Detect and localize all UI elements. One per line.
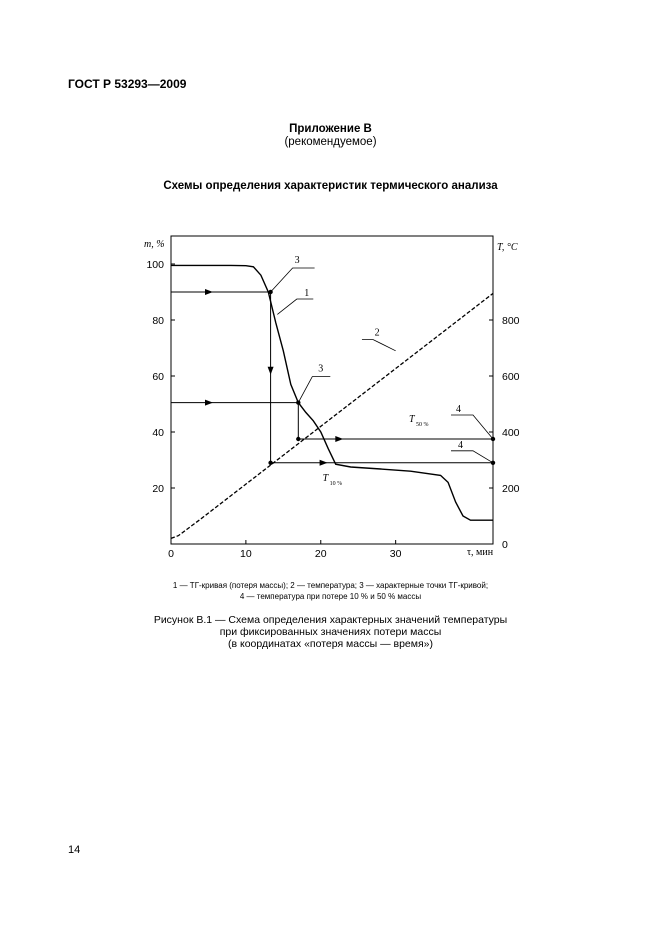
label-4-upper-leader [451, 415, 493, 439]
label-3-upper: 3 [294, 255, 300, 266]
y-left-tick-label: 40 [152, 427, 164, 439]
legend-line-2: 4 — температура при потере 10 % и 50 % массы [239, 592, 422, 601]
section-title: Схемы определения характеристик термического анализа [163, 180, 498, 192]
construction-lines [171, 289, 495, 466]
label-2-leader [362, 340, 396, 351]
y-left-tick-label: 60 [152, 371, 164, 383]
y-left-tick-label: 20 [152, 483, 164, 495]
arrow-right-marker [205, 400, 213, 406]
label-1-leader [277, 299, 313, 314]
x-tick-label: 10 [240, 548, 252, 560]
figure-caption-line-3: (в координатах «потеря массы — время») [227, 638, 433, 650]
y-left-tick-label: 80 [152, 315, 164, 327]
y-left-tick-label: 100 [146, 259, 164, 271]
figure-caption-line-1: Рисунок В.1 — Схема определения характерных значений температуры [153, 614, 508, 626]
y-right-tick-label: 400 [502, 427, 520, 439]
plot-frame [171, 236, 493, 544]
arrow-right-marker [320, 460, 328, 466]
y-right-axis-label: T, °C [497, 242, 518, 253]
label-4-lower: 4 [458, 439, 463, 451]
label-3-lower: 3 [318, 363, 324, 375]
axis-tick-labels [146, 259, 519, 560]
y-left-axis-label: m, % [144, 239, 165, 250]
y-right-tick-label: 0 [502, 539, 508, 551]
arrow-right-marker [335, 436, 343, 442]
label-1: 1 [304, 288, 310, 300]
axis-ticks [171, 264, 493, 544]
label-4-lower-leader [451, 451, 493, 463]
temperature-intersection-point [296, 437, 300, 441]
page-number: 14 [68, 844, 81, 856]
legend-line-1: 1 — ТГ-кривая (потеря массы); 2 — температура; 3 — характерные точки ТГ-кривой; [172, 581, 489, 590]
label-3-lower-leader [298, 377, 330, 403]
temperature-series-line [171, 293, 493, 538]
figure-caption-line-2: при фиксированных значениях потери массы [219, 626, 442, 638]
arrow-right-marker [205, 289, 213, 295]
temperature-intersection-point [268, 461, 272, 465]
label-2: 2 [374, 327, 380, 339]
y-right-tick-label: 600 [502, 371, 520, 383]
appendix-title: Приложение В [289, 123, 372, 135]
arrow-down-marker [268, 367, 274, 375]
y-right-tick-label: 200 [502, 483, 520, 495]
x-tick-label: 20 [314, 548, 327, 560]
t10-label: T [322, 472, 329, 484]
x-axis-label: τ, мин [467, 547, 494, 558]
t50-label: T [409, 414, 415, 425]
series-group [171, 265, 493, 538]
label-4-upper: 4 [456, 404, 461, 415]
standard-header: ГОСТ Р 53293—2009 [68, 77, 187, 91]
y-right-tick-label: 800 [502, 315, 520, 327]
t10-subscript: 10 % [329, 480, 343, 487]
appendix-subtitle: (рекомендуемое) [284, 136, 377, 148]
annotation-labels [271, 255, 493, 487]
t50-subscript: 50 % [416, 422, 429, 428]
x-tick-label: 0 [168, 548, 174, 560]
x-tick-label: 30 [389, 548, 402, 560]
